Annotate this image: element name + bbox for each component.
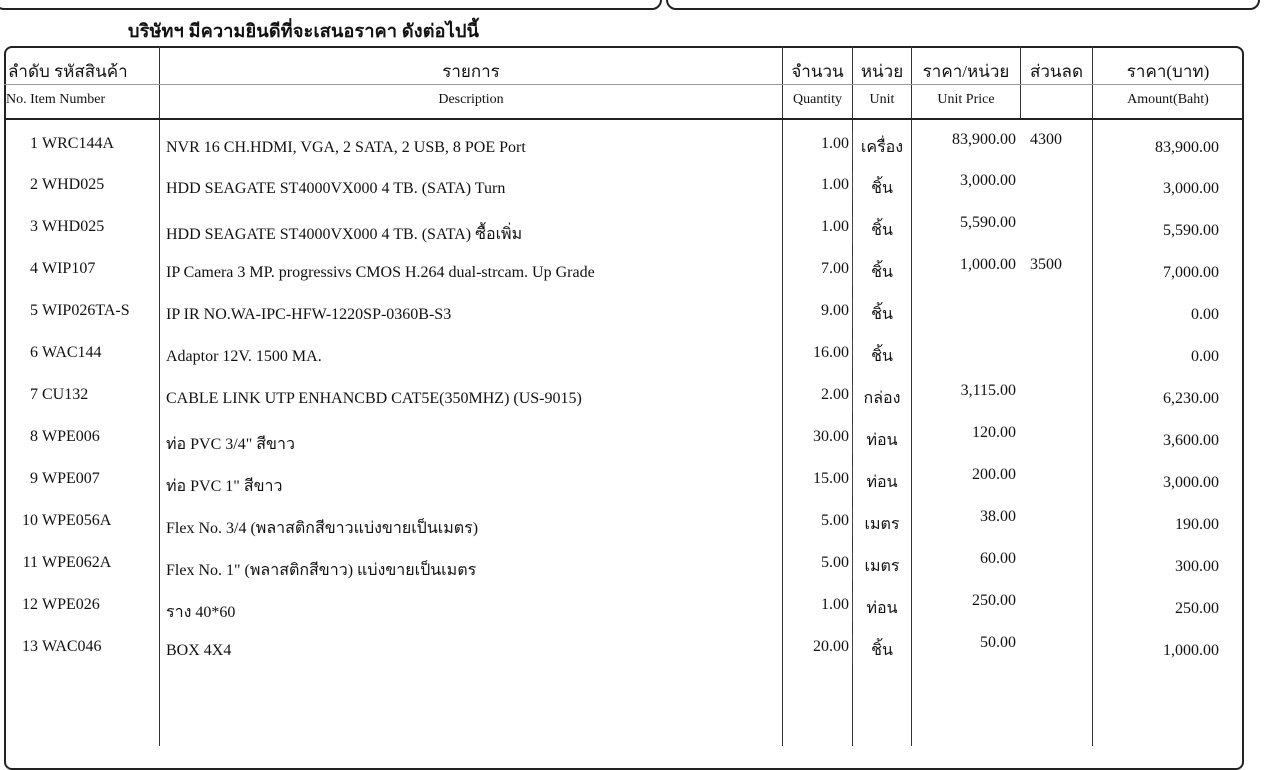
cell-separator bbox=[852, 298, 853, 328]
cell-separator bbox=[852, 256, 853, 286]
quantity-value: 20.00 bbox=[813, 638, 849, 655]
item-description: Flex No. 1" (พลาสติกสีขาว) แบ่งขายเป็นเมตร bbox=[166, 562, 477, 579]
cell-separator bbox=[852, 382, 853, 412]
cell-separator bbox=[852, 172, 853, 202]
quantity-value: 1.00 bbox=[821, 135, 849, 152]
unit-value: เมตร bbox=[864, 558, 900, 575]
unit-value: ชิ้น bbox=[871, 348, 893, 365]
header-unit-price-en: Unit Price bbox=[937, 92, 995, 107]
unit-price-value: 5,590.00 bbox=[960, 214, 1016, 231]
col-divider bbox=[159, 46, 160, 746]
amount-value: 1,000.00 bbox=[1163, 642, 1219, 659]
amount-value: 6,230.00 bbox=[1163, 390, 1219, 407]
item-description: IP Camera 3 MP. progressivs CMOS H.264 dual-strcam. Up Grade bbox=[166, 264, 595, 281]
item-description: CABLE LINK UTP ENHANCBD CAT5E(350MHZ) (US-9015) bbox=[166, 390, 582, 407]
row-number: 9 bbox=[30, 470, 38, 487]
amount-value: 3,600.00 bbox=[1163, 432, 1219, 449]
cell-separator bbox=[852, 508, 853, 538]
quantity-value: 30.00 bbox=[813, 428, 849, 445]
row-number: 1 bbox=[30, 135, 38, 152]
row-number: 5 bbox=[30, 302, 38, 319]
row-number: 12 bbox=[22, 596, 38, 613]
unit-price-value: 3,115.00 bbox=[960, 382, 1016, 399]
amount-value: 250.00 bbox=[1175, 600, 1219, 617]
item-number: WPE056A bbox=[42, 512, 112, 529]
item-description: ท่อ PVC 3/4" สีขาว bbox=[166, 436, 295, 453]
unit-value: ท่อน bbox=[866, 432, 898, 449]
discount-value: 3500 bbox=[1030, 256, 1062, 273]
cell-separator bbox=[852, 550, 853, 580]
unit-value: ชิ้น bbox=[871, 222, 893, 239]
row-number: 11 bbox=[22, 554, 38, 571]
top-left-box bbox=[0, 0, 662, 10]
unit-price-value: 38.00 bbox=[980, 508, 1016, 525]
unit-value: ท่อน bbox=[866, 474, 898, 491]
quantity-value: 7.00 bbox=[821, 260, 849, 277]
item-description: Adaptor 12V. 1500 MA. bbox=[166, 348, 322, 365]
header-unit-en: Unit bbox=[869, 92, 895, 107]
row-number: 6 bbox=[30, 344, 38, 361]
item-description: ราง 40*60 bbox=[166, 604, 236, 621]
header-unit-th: หน่วย bbox=[860, 62, 904, 81]
quantity-value: 1.00 bbox=[821, 176, 849, 193]
unit-value: ชิ้น bbox=[871, 180, 893, 197]
amount-value: 0.00 bbox=[1191, 306, 1219, 323]
cell-separator bbox=[852, 592, 853, 622]
amount-value: 300.00 bbox=[1175, 558, 1219, 575]
unit-price-value: 120.00 bbox=[972, 424, 1016, 441]
item-description: Flex No. 3/4 (พลาสติกสีขาวแบ่งขายเป็นเมตร) bbox=[166, 520, 479, 537]
unit-value: ท่อน bbox=[866, 600, 898, 617]
item-number: WPE006 bbox=[42, 428, 100, 445]
item-description: HDD SEAGATE ST4000VX000 4 TB. (SATA) ซื้อเพิ่ม bbox=[166, 226, 523, 243]
row-number: 7 bbox=[30, 386, 38, 403]
quantity-value: 5.00 bbox=[821, 512, 849, 529]
unit-price-value: 60.00 bbox=[980, 550, 1016, 567]
unit-price-value: 1,000.00 bbox=[960, 256, 1016, 273]
header-amount-th: ราคา(บาท) bbox=[1126, 62, 1210, 81]
cell-separator bbox=[852, 131, 853, 161]
unit-value: กล่อง bbox=[863, 390, 901, 407]
item-number: WIP107 bbox=[42, 260, 96, 277]
unit-price-value: 3,000.00 bbox=[960, 172, 1016, 189]
amount-value: 190.00 bbox=[1175, 516, 1219, 533]
item-number: WRC144A bbox=[42, 135, 114, 152]
discount-value: 4300 bbox=[1030, 131, 1062, 148]
header-unit-price-th: ราคา/หน่วย bbox=[922, 62, 1010, 81]
quantity-value: 1.00 bbox=[821, 596, 849, 613]
unit-value: เมตร bbox=[864, 516, 900, 533]
unit-price-value: 50.00 bbox=[980, 634, 1016, 651]
item-number: CU132 bbox=[42, 386, 89, 403]
amount-value: 0.00 bbox=[1191, 348, 1219, 365]
row-number: 8 bbox=[30, 428, 38, 445]
amount-value: 7,000.00 bbox=[1163, 264, 1219, 281]
quantity-value: 2.00 bbox=[821, 386, 849, 403]
unit-value: เครื่อง bbox=[860, 139, 904, 156]
unit-price-value: 250.00 bbox=[972, 592, 1016, 609]
item-number: WHD025 bbox=[42, 218, 105, 235]
quantity-value: 1.00 bbox=[821, 218, 849, 235]
row-number: 4 bbox=[30, 260, 38, 277]
top-right-box bbox=[666, 0, 1260, 10]
unit-price-value: 200.00 bbox=[972, 466, 1016, 483]
cell-separator bbox=[852, 340, 853, 370]
item-description: NVR 16 CH.HDMI, VGA, 2 SATA, 2 USB, 8 POE Port bbox=[166, 139, 526, 156]
amount-value: 5,590.00 bbox=[1163, 222, 1219, 239]
cell-separator bbox=[852, 214, 853, 244]
cell-separator bbox=[852, 634, 853, 664]
amount-value: 3,000.00 bbox=[1163, 474, 1219, 491]
quantity-value: 5.00 bbox=[821, 554, 849, 571]
amount-value: 83,900.00 bbox=[1155, 139, 1219, 156]
header-amount-en: Amount(Baht) bbox=[1127, 92, 1209, 107]
header-quantity-en: Quantity bbox=[793, 92, 842, 107]
row-number: 10 bbox=[22, 512, 38, 529]
row-number: 2 bbox=[30, 176, 38, 193]
header-discount-th: ส่วนลด bbox=[1029, 62, 1083, 81]
unit-value: ชิ้น bbox=[871, 306, 893, 323]
item-number: WAC046 bbox=[42, 638, 102, 655]
unit-value: ชิ้น bbox=[871, 642, 893, 659]
header-no-item-th: ลำดับ รหัสสินค้า bbox=[8, 62, 128, 81]
item-number: WPE062A bbox=[42, 554, 112, 571]
cell-separator bbox=[852, 466, 853, 496]
item-description: BOX 4X4 bbox=[166, 642, 232, 659]
quantity-value: 9.00 bbox=[821, 302, 849, 319]
item-number: WPE026 bbox=[42, 596, 100, 613]
item-description: HDD SEAGATE ST4000VX000 4 TB. (SATA) Turn bbox=[166, 180, 506, 197]
cell-separator bbox=[852, 424, 853, 454]
quantity-value: 16.00 bbox=[813, 344, 849, 361]
item-description: IP IR NO.WA-IPC-HFW-1220SP-0360B-S3 bbox=[166, 306, 452, 323]
quantity-value: 15.00 bbox=[813, 470, 849, 487]
item-number: WHD025 bbox=[42, 176, 105, 193]
header-description-th: รายการ bbox=[442, 62, 500, 81]
amount-value: 3,000.00 bbox=[1163, 180, 1219, 197]
header-description-en: Description bbox=[438, 92, 504, 107]
intro-text: บริษัทฯ มีความยินดีที่จะเสนอราคา ดังต่อไปนี้ bbox=[128, 21, 480, 41]
item-description: ท่อ PVC 1" สีขาว bbox=[166, 478, 283, 495]
header-no-item-en: No. Item Number bbox=[6, 92, 106, 107]
header-quantity-th: จำนวน bbox=[791, 62, 844, 81]
item-number: WPE007 bbox=[42, 470, 100, 487]
header-bottom-line bbox=[4, 118, 1242, 120]
unit-price-value: 83,900.00 bbox=[952, 131, 1016, 148]
item-number: WIP026TA-S bbox=[42, 302, 130, 319]
unit-value: ชิ้น bbox=[871, 264, 893, 281]
item-number: WAC144 bbox=[42, 344, 102, 361]
row-number: 13 bbox=[22, 638, 38, 655]
row-number: 3 bbox=[30, 218, 38, 235]
